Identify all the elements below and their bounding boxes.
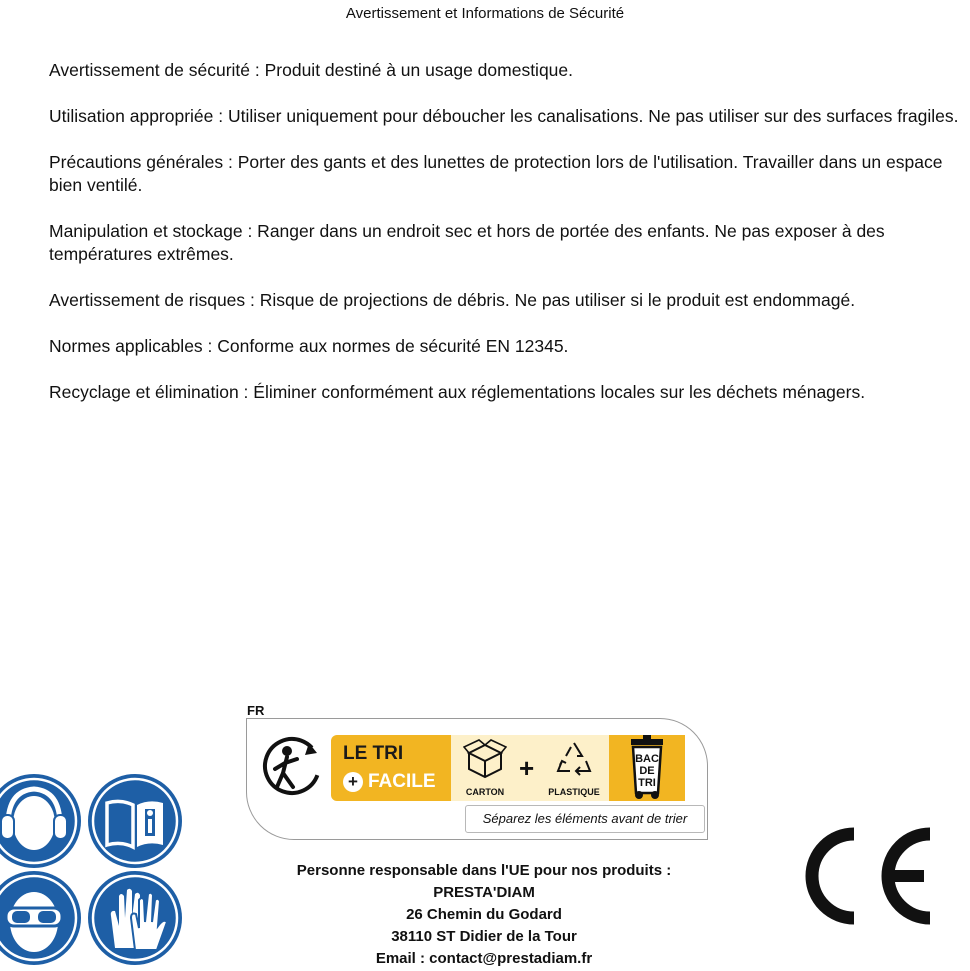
section-risk-warning: Avertissement de risques : Risque de projections de débris. Ne pas utiliser si le produit est endommagé. bbox=[49, 290, 856, 310]
material-carton-label: CARTON bbox=[465, 787, 505, 797]
recycle-arrows-icon bbox=[554, 739, 594, 779]
section-usage-warning: Avertissement de sécurité : Produit destiné à un usage domestique. bbox=[49, 60, 574, 80]
carton-item bbox=[453, 735, 517, 801]
plus-badge: + bbox=[343, 772, 363, 792]
read-manual-icon bbox=[87, 773, 183, 869]
safety-sections bbox=[49, 59, 964, 427]
tri-line2 bbox=[343, 771, 436, 793]
page-title: Avertissement et Informations de Sécurité bbox=[345, 5, 625, 22]
email-contact: Email : contact@prestadiam.fr bbox=[375, 950, 593, 967]
materials-plus: + bbox=[519, 753, 535, 783]
section-appropriate-use: Utilisation appropriée : Utiliser uniquement pour déboucher les canalisations. Ne pas utiliser sur des surfaces fragiles. bbox=[49, 106, 959, 126]
bac-de-tri-panel bbox=[609, 735, 685, 801]
responsible-heading: Personne responsable dans l'UE pour nos produits : bbox=[296, 862, 672, 879]
recycling-info-panel bbox=[246, 718, 708, 840]
section-handling-storage: Manipulation et stockage : Ranger dans un endroit sec et hors de portée des enfants. Ne pas exposer à des températures extrêmes. bbox=[49, 221, 885, 264]
material-plastique-label: PLASTIQUE bbox=[548, 787, 600, 797]
city-address: 38110 ST Didier de la Tour bbox=[391, 928, 577, 945]
section-recycling: Recyclage et élimination : Éliminer conformément aux réglementations locales sur les déchets ménagers. bbox=[49, 382, 866, 402]
bin-text-line2: DE bbox=[639, 765, 655, 777]
tri-line2-text: FACILE bbox=[368, 771, 436, 792]
responsible-person-block bbox=[240, 860, 728, 970]
street-address: 26 Chemin du Godard bbox=[406, 906, 562, 923]
tri-line1: LE TRI bbox=[343, 743, 404, 764]
carton-box-icon bbox=[463, 739, 507, 779]
section-standards: Normes applicables : Conforme aux normes de sécurité EN 12345. bbox=[49, 336, 569, 356]
sorting-note: Séparez les éléments avant de trier bbox=[465, 805, 705, 833]
bin-text-line3: TRI bbox=[638, 777, 656, 789]
plastique-item bbox=[539, 735, 609, 801]
tri-facile-badge bbox=[331, 735, 451, 801]
eye-protection-icon bbox=[0, 870, 82, 966]
country-label: FR bbox=[247, 703, 265, 718]
ce-mark-icon bbox=[786, 826, 936, 931]
materials-panel bbox=[451, 735, 609, 801]
company-name: PRESTA'DIAM bbox=[433, 884, 535, 901]
bin-text-line1: BAC bbox=[635, 753, 659, 765]
ear-protection-icon bbox=[0, 773, 82, 869]
gloves-icon bbox=[87, 870, 183, 966]
triman-logo-icon bbox=[259, 733, 325, 804]
section-general-precautions: Précautions générales : Porter des gants et des lunettes de protection lors de l'utilisation. Travailler dans un espace bien ventilé. bbox=[49, 152, 943, 195]
sorting-bin-icon bbox=[609, 735, 685, 801]
